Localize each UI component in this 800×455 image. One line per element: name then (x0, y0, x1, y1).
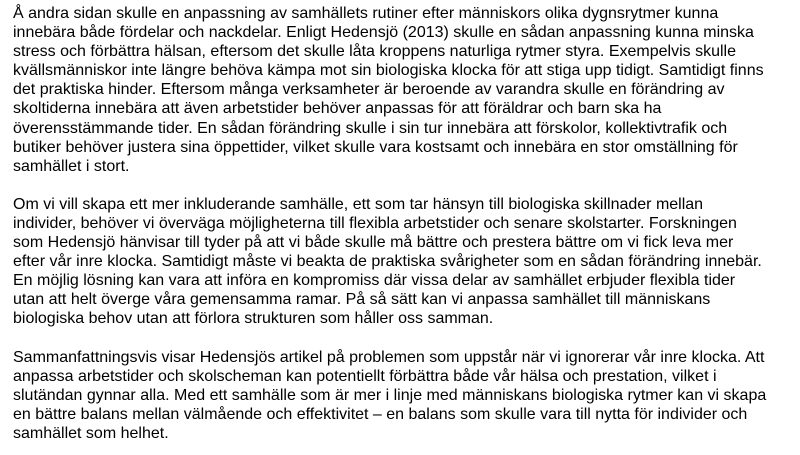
paragraph-2: Om vi vill skapa ett mer inkluderande samhälle, ett som tar hänsyn till biologiska skillnader mellan individer, behöver vi överväga möjligheterna till flexibla arbetstider och senare skolstarter. Forskningen som Hedensjö hänvisar till tyder på att vi både skulle må bättre och prestera bättre om vi fick leva mer efter vår inre klocka. Samtidigt måste vi beakta de praktiska svårigheter som en sådan förändring innebär. En möjlig lösning kan vara att införa en kompromiss där vissa delar av samhället erbjuder flexibla tider utan att helt överge våra gemensamma ramar. På så sätt kan vi anpassa samhället till människans biologiska behov utan att förlora strukturen som håller oss samman. (13, 195, 762, 328)
paragraph-3: Sammanfattningsvis visar Hedensjös artikel på problemen som uppstår när vi ignorerar vår inre klocka. Att anpassa arbetstider och skolscheman kan potentiellt förbättra både vår hälsa och prestation, vilket i slutändan gynnar alla. Med ett samhälle som är mer i linje med människans biologiska rytmer kan vi skapa en bättre balans mellan välmående och effektivitet – en balans som skulle vara till nytta för individer och samhället som helhet. (13, 348, 767, 442)
paragraph-1: Å andra sidan skulle en anpassning av samhällets rutiner efter människors olika dygnsrytmer kunna innebära både fördelar och nackdelar. Enligt Hedensjö (2013) skulle en sådan anpassning kunna minska stress och förbättra hälsan, eftersom det skulle låta kroppens naturliga rytmer styra. Exempelvis skulle kvällsmänniskor inte längre behöva kämpa mot sin biologiska klocka för att stiga upp tidigt. Samtidigt finns det praktiska hinder. Eftersom många verksamheter är beroende av varandra skulle en förändring av skoltiderna innebära att även arbetstider behöver anpassas för att föräldrar och barn ska ha överensstämmande tider. En sådan förändring skulle i sin tur innebära att förskolor, kollektivtrafik och butiker behöver justera sina öppettider, vilket skulle vara kostsamt och innebära en stor omställning för samhället i stort. (13, 5, 764, 175)
